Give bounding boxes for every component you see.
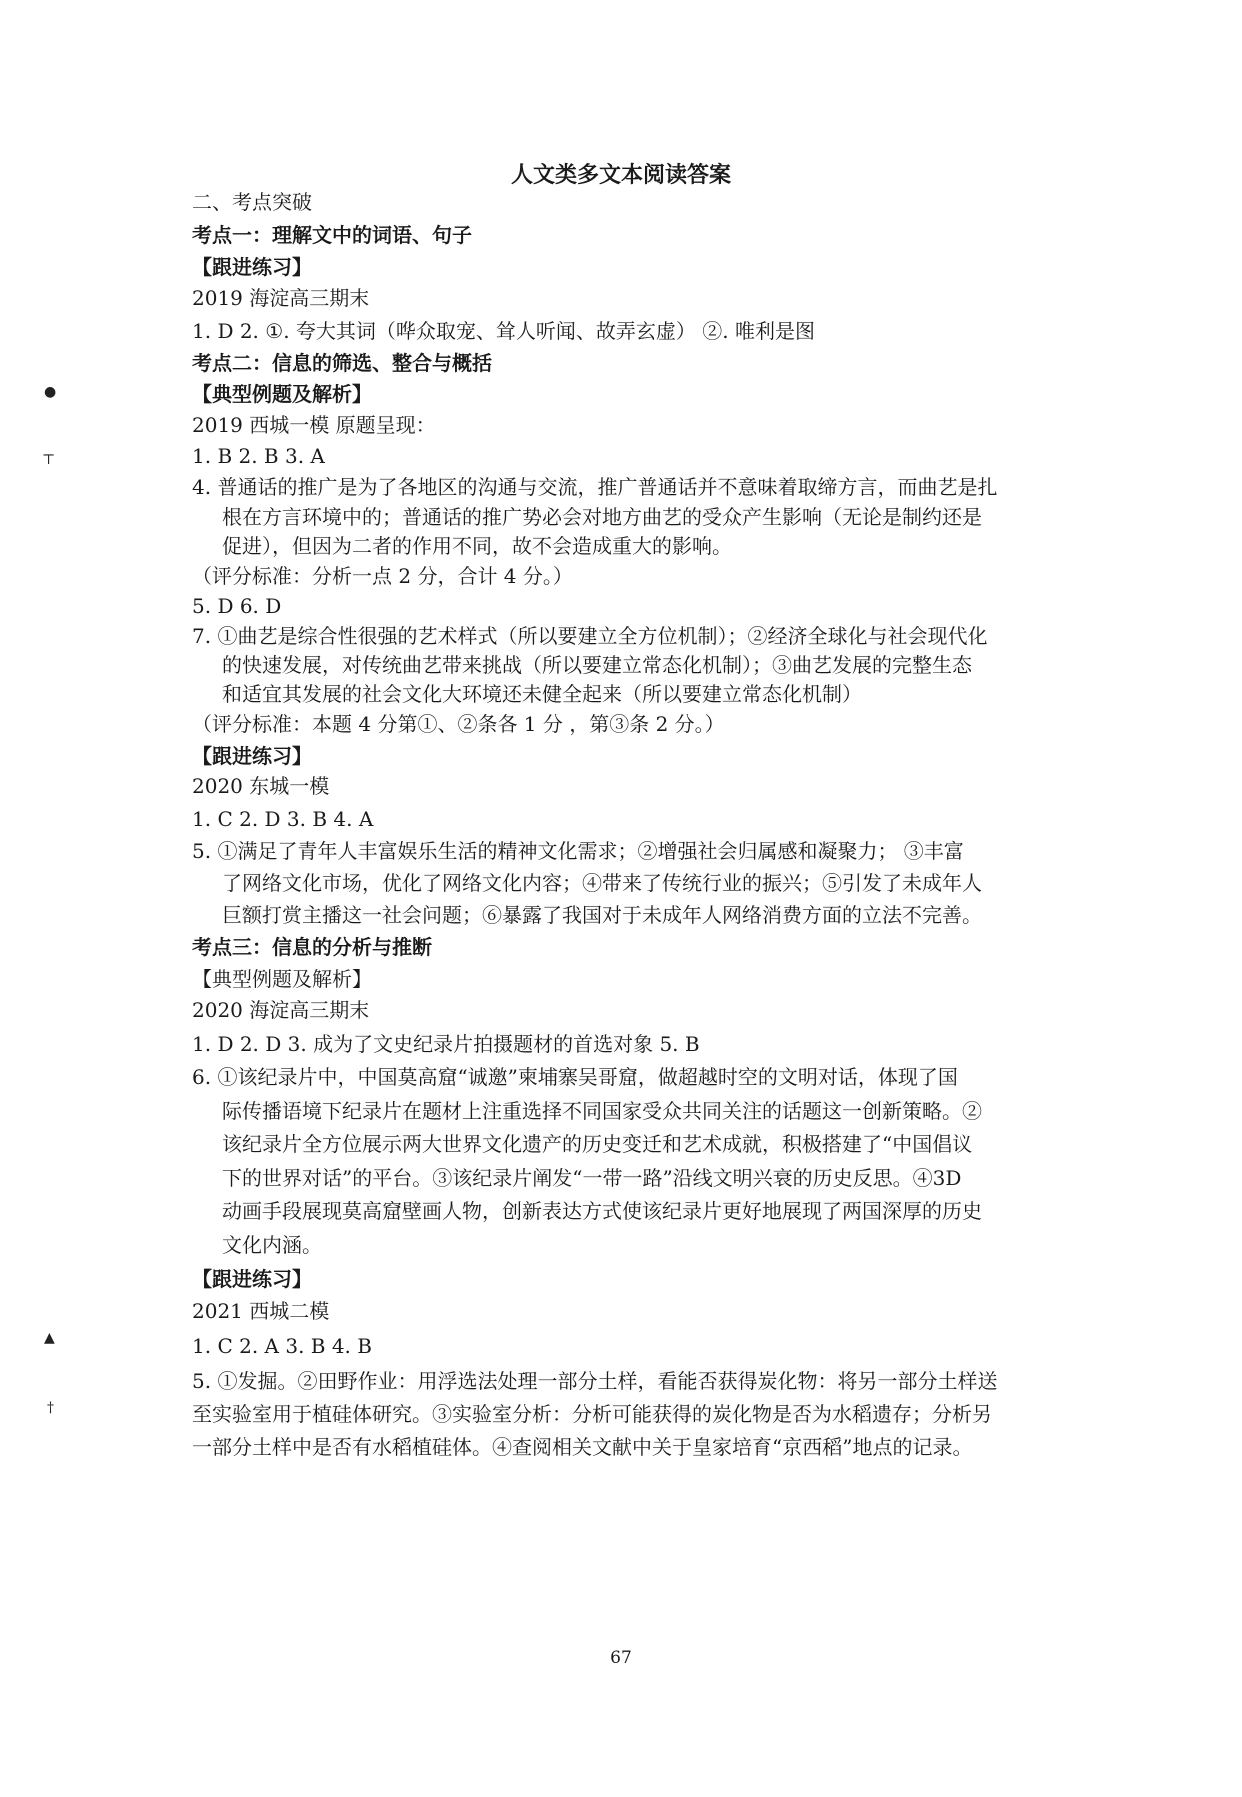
answer-line: 至实验室用于植硅体研究。③实验室分析：分析可能获得的炭化物是否为水稻遗存；分析另 — [192, 1402, 992, 1426]
topic-heading: 考点一：理解文中的词语、句子 — [192, 223, 472, 247]
answer-line: 1. C 2. A 3. B 4. B — [192, 1334, 372, 1358]
answer-line: 1. D 2. ①. 夸大其词（哗众取宠、耸人听闻、故弄玄虚） ②. 唯利是图 — [192, 319, 815, 343]
answer-line: 1. D 2. D 3. 成为了文史纪录片拍摄题材的首选对象 5. B — [192, 1032, 700, 1056]
answer-line: 文化内涵。 — [222, 1233, 322, 1257]
example-heading: 【典型例题及解析】 — [192, 382, 372, 406]
practice-heading: 【跟进练习】 — [192, 255, 312, 279]
answer-line: 6. ①该纪录片中，中国莫高窟“诚邀”柬埔寨吴哥窟，做超越时空的文明对话，体现了国 — [192, 1065, 958, 1089]
answer-line: 4. 普通话的推广是为了各地区的沟通与交流，推广普通话并不意味着取缔方言，而曲艺是扎 — [192, 475, 998, 499]
exam-source: 2019 西城一模 原题呈现： — [192, 413, 436, 437]
answer-line: 动画手段展现莫高窟壁画人物，创新表达方式使该纪录片更好地展现了两国深厚的历史 — [222, 1199, 982, 1223]
answer-line: 和适宜其发展的社会文化大环境还未健全起来（所以要建立常态化机制） — [222, 682, 862, 706]
topic-heading: 考点二：信息的筛选、整合与概括 — [192, 351, 492, 375]
answer-line: 了网络文化市场，优化了网络文化内容；④带来了传统行业的振兴；⑤引发了未成年人 — [222, 871, 982, 895]
exam-source: 2021 西城二模 — [192, 1299, 330, 1323]
grading-note: （评分标准：分析一点 2 分，合计 4 分。） — [192, 564, 573, 588]
answer-line: 的快速发展，对传统曲艺带来挑战（所以要建立常态化机制）；③曲艺发展的完整生态 — [222, 653, 972, 677]
scan-speck-icon: † — [47, 1400, 54, 1416]
answer-line: 该纪录片全方位展示两大世界文化遗产的历史变迁和艺术成就，积极搭建了“中国倡议 — [222, 1132, 973, 1156]
answer-line: 1. C 2. D 3. B 4. A — [192, 807, 374, 831]
answer-line: 5. ①发掘。②田野作业：用浮选法处理一部分土样，看能否获得炭化物：将另一部分土样送 — [192, 1369, 998, 1393]
practice-heading: 【跟进练习】 — [192, 744, 312, 768]
answer-line: 促进），但因为二者的作用不同，故不会造成重大的影响。 — [222, 534, 732, 558]
scan-speck-icon: ▲ — [44, 1330, 55, 1346]
topic-heading: 考点三：信息的分析与推断 — [192, 935, 432, 959]
answer-line: 一部分土样中是否有水稻植硅体。④查阅相关文献中关于皇家培育“京西稻”地点的记录。 — [192, 1435, 973, 1459]
scan-speck-icon: ⊤ — [42, 452, 56, 468]
page-title: 人文类多文本阅读答案 — [510, 163, 731, 188]
exam-source: 2020 海淀高三期末 — [192, 998, 370, 1022]
example-heading: 【典型例题及解析】 — [192, 967, 372, 991]
answer-line: 下的世界对话”的平台。③该纪录片阐发“一带一路”沿线文明兴衰的历史反思。④3D — [222, 1166, 962, 1190]
exam-source: 2019 海淀高三期末 — [192, 286, 370, 310]
practice-heading: 【跟进练习】 — [192, 1267, 312, 1291]
answer-line: 5. D 6. D — [192, 594, 282, 618]
answer-line: 际传播语境下纪录片在题材上注重选择不同国家受众共同关注的话题这一创新策略。② — [222, 1099, 982, 1123]
exam-source: 2020 东城一模 — [192, 774, 330, 798]
answer-line: 5. ①满足了青年人丰富娱乐生活的精神文化需求；②增强社会归属感和凝聚力； ③丰富 — [192, 839, 964, 863]
grading-note: （评分标准：本题 4 分第①、②条各 1 分 ，第③条 2 分。） — [192, 712, 725, 736]
scan-speck-icon: ● — [44, 384, 57, 400]
answer-line: 1. B 2. B 3. A — [192, 444, 325, 468]
answer-line: 巨额打赏主播这一社会问题；⑥暴露了我国对于未成年人网络消费方面的立法不完善。 — [222, 903, 982, 927]
answer-line: 根在方言环境中的；普通话的推广势必会对地方曲艺的受众产生影响（无论是制约还是 — [222, 505, 982, 529]
section-heading: 二、考点突破 — [192, 190, 312, 214]
page-number: 67 — [610, 1648, 632, 1668]
answer-line: 7. ①曲艺是综合性很强的艺术样式（所以要建立全方位机制）；②经济全球化与社会现代化 — [192, 624, 988, 648]
